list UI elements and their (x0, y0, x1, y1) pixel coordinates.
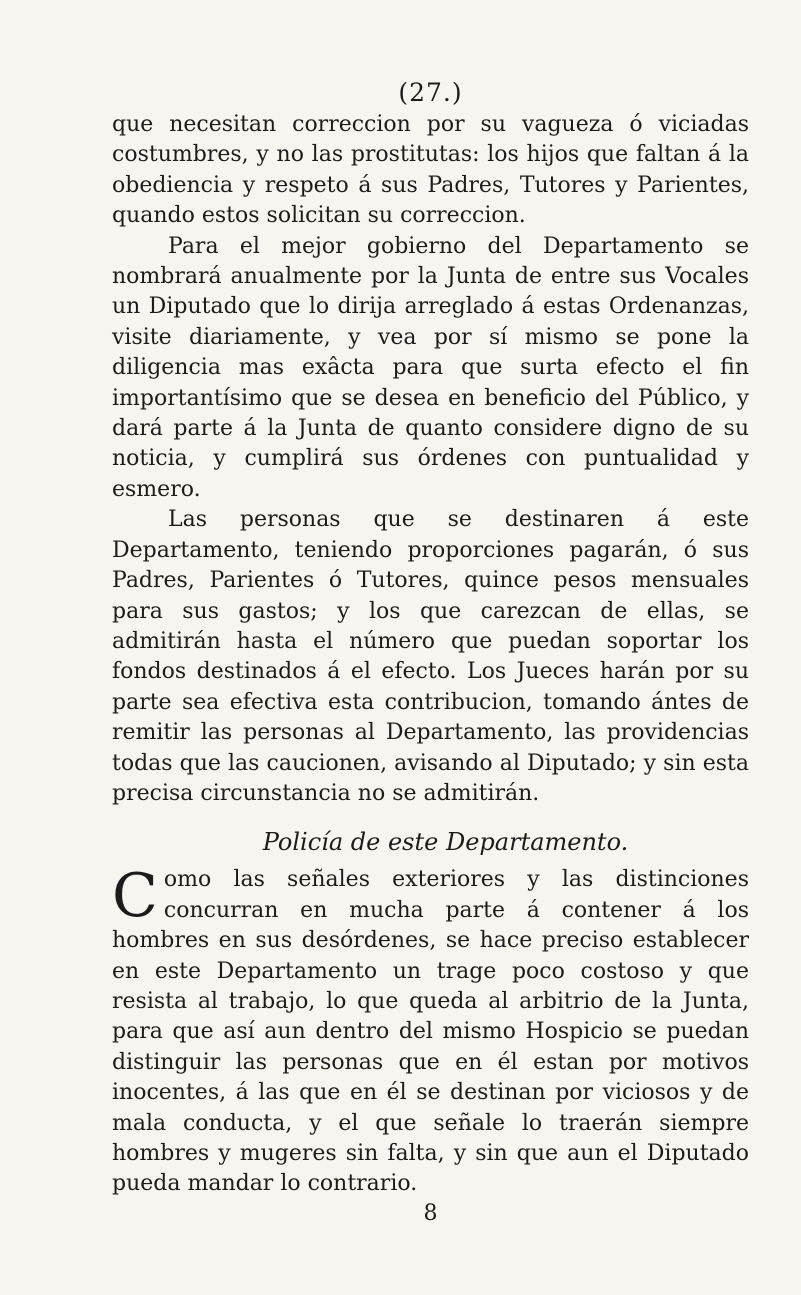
paragraph-policia-text: omo las señales exteriores y las distinciones concurran en mucha parte á contener á los hombres en sus desórdenes, se hace preciso establecer en este Departamento un trage poco costoso y que resista al trabajo, lo que queda al arbitrio de la Junta, para que así aun dentro del mismo Hospicio se puedan distinguir las personas que en él estan por motivos inocentes, á las que en él se destinan por viciosos y de mala conducta, y el que señale lo traerán siempre hombres y mugeres sin falta, y sin que aun el Diputado pueda mandar lo contrario. (112, 867, 749, 1197)
drop-cap-initial: C (112, 861, 158, 932)
paragraph-diputado: Para el mejor gobierno del Departamento se nombrará anualmente por la Junta de entre sus Vocales un Diputado que lo dirija arreglado á estas Ordenanzas, visite diariamente, y vea por sí mismo se pone la diligencia mas exâcta para que surta efecto el fin importantísimo que se desea en beneficio del Público, y dará parte á la Junta de quanto considere digno de su noticia, y cumplirá sus órdenes con puntualidad y esmero. (112, 233, 749, 502)
paragraph-personas: Las personas que se destinaren á este Departamento, teniendo proporciones pagarán, ó sus Padres, Parientes ó Tutores, quince pesos mensuales para sus gastos; y los que carezcan de ellas, se admitirán hasta el número que puedan soportar los fondos destinados á el efecto. Los Jueces harán por su parte sea efectiva esta contribucion, tomando ántes de remitir las personas al Departamento, las providencias todas que las caucionen, avisando al Diputado; y sin esta precisa circunstancia no se admitirán. (112, 507, 749, 806)
paragraph-continuation: que necesitan correccion por su vagueza ó viciadas costumbres, y no las prostitutas: los hijos que faltan á la obediencia y respeto á sus Padres, Tutores y Parientes, quando estos solicitan su correccion. (112, 112, 749, 229)
page-number: (27.) (398, 78, 463, 107)
signature-mark: 8 (423, 1200, 438, 1226)
paragraph-policia (112, 861, 749, 1199)
section-title: Policía de este Departamento. (262, 828, 629, 857)
